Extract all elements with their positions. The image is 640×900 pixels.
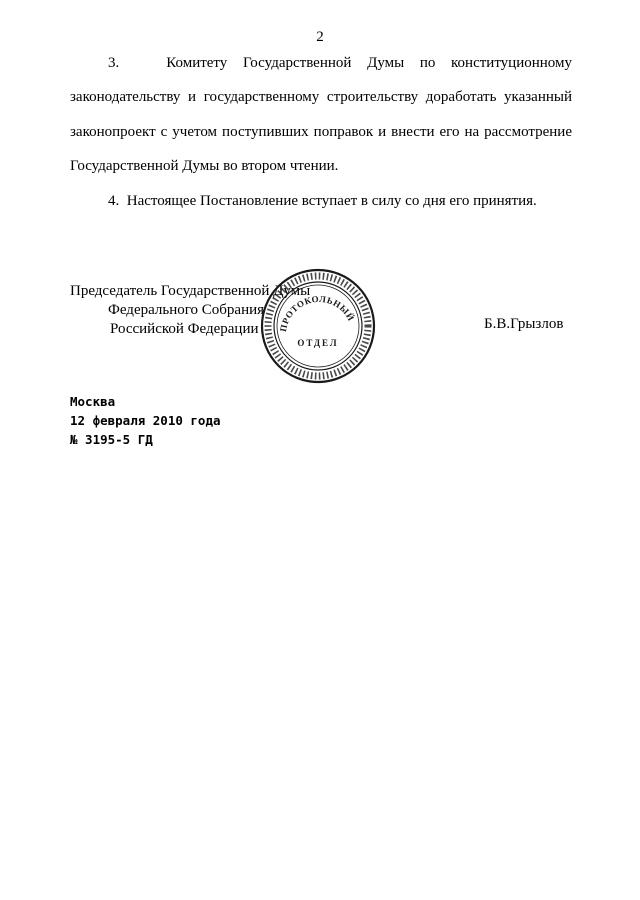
paragraph-3-body: законодательству и государственному строительству доработать указанный законопроект с учетом поступивших поправок и внести его на рассмотрение Государственной Думы во втором чтении. — [70, 89, 572, 174]
signature-title-line-1: Председатель Государственной Думы — [70, 283, 311, 299]
paragraph-4: 4. Настоящее Постановление вступает в силу со дня его принятия. — [108, 193, 537, 209]
seal-outer-ring — [262, 270, 374, 382]
footer-document-number: № 3195-5 ГД — [70, 432, 153, 447]
footer-city: Москва — [70, 394, 116, 409]
seal-upper-text: ПРОТОКОЛЬНЫЙ — [277, 293, 357, 333]
signature-title-line-2: Федерального Собрания — [108, 302, 265, 318]
paragraph-3-first-line: 3. Комитету Государственной Думы по конституционному — [108, 55, 572, 71]
page-number: 2 — [316, 29, 324, 45]
official-seal-stamp — [258, 266, 378, 386]
signature-title-line-3: Российской Федерации — [110, 321, 259, 337]
footer-date: 12 февраля 2010 года — [70, 413, 221, 428]
seal-lower-text: ОТДЕЛ — [297, 338, 339, 348]
signer-name: Б.В.Грызлов — [484, 316, 564, 332]
